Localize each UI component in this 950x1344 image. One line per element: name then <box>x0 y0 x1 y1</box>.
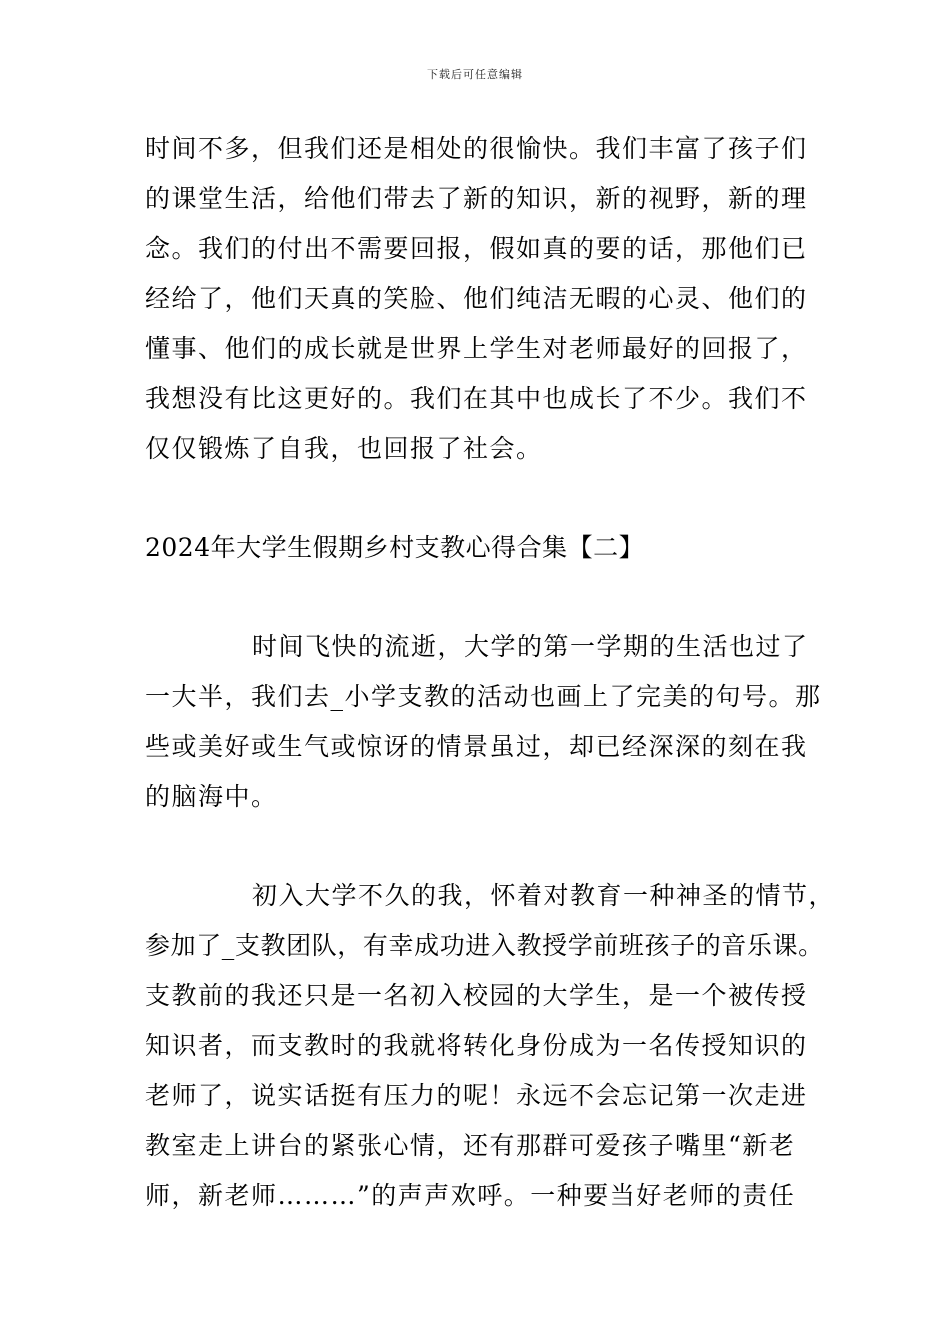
paragraph-line: 教室走上讲台的紧张心情，还有那群可爱孩子嘴里“新老 <box>145 1131 796 1160</box>
section-heading: 2024年大学生假期乡村支教心得合集【二】 <box>145 533 645 562</box>
paragraph-line: 支教前的我还只是一名初入校园的大学生，是一个被传授 <box>145 981 808 1010</box>
paragraph-line: 一大半，我们去_小学支教的活动也画上了完美的句号。那 <box>145 682 822 711</box>
paragraph-line: 的脑海中。 <box>145 782 278 811</box>
paragraph-line: 懂事、他们的成长就是世界上学生对老师最好的回报了， <box>145 334 808 363</box>
paragraph-line: 老师了，说实话挺有压力的呢！永远不会忘记第一次走进 <box>145 1081 808 1110</box>
paragraph-line: 知识者，而支教时的我就将转化身份成为一名传授知识的 <box>145 1031 808 1060</box>
paragraph-line: 仅仅锻炼了自我，也回报了社会。 <box>145 434 543 463</box>
paragraph-line: 的课堂生活，给他们带去了新的知识，新的视野，新的理 <box>145 184 808 213</box>
paragraph-line: 经给了，他们天真的笑脸、他们纯洁无暇的心灵、他们的 <box>145 284 808 313</box>
header-note: 下载后可任意编辑 <box>427 68 523 81</box>
paragraph-line: 参加了_支教团队，有幸成功进入教授学前班孩子的音乐课。 <box>145 931 824 960</box>
paragraph-line: 些或美好或生气或惊讶的情景虽过，却已经深深的刻在我 <box>145 732 808 761</box>
paragraph-line: 我想没有比这更好的。我们在其中也成长了不少。我们不 <box>145 384 808 413</box>
paragraph-line: 时间不多，但我们还是相处的很愉快。我们丰富了孩子们 <box>145 134 808 163</box>
paragraph-line: 念。我们的付出不需要回报，假如真的要的话，那他们已 <box>145 234 808 263</box>
paragraph-line: 师，新老师………”的声声欢呼。一种要当好老师的责任 <box>145 1181 796 1210</box>
paragraph-line: 时间飞快的流逝，大学的第一学期的生活也过了 <box>252 632 809 661</box>
paragraph-line: 初入大学不久的我，怀着对教育一种神圣的情节， <box>252 881 836 910</box>
